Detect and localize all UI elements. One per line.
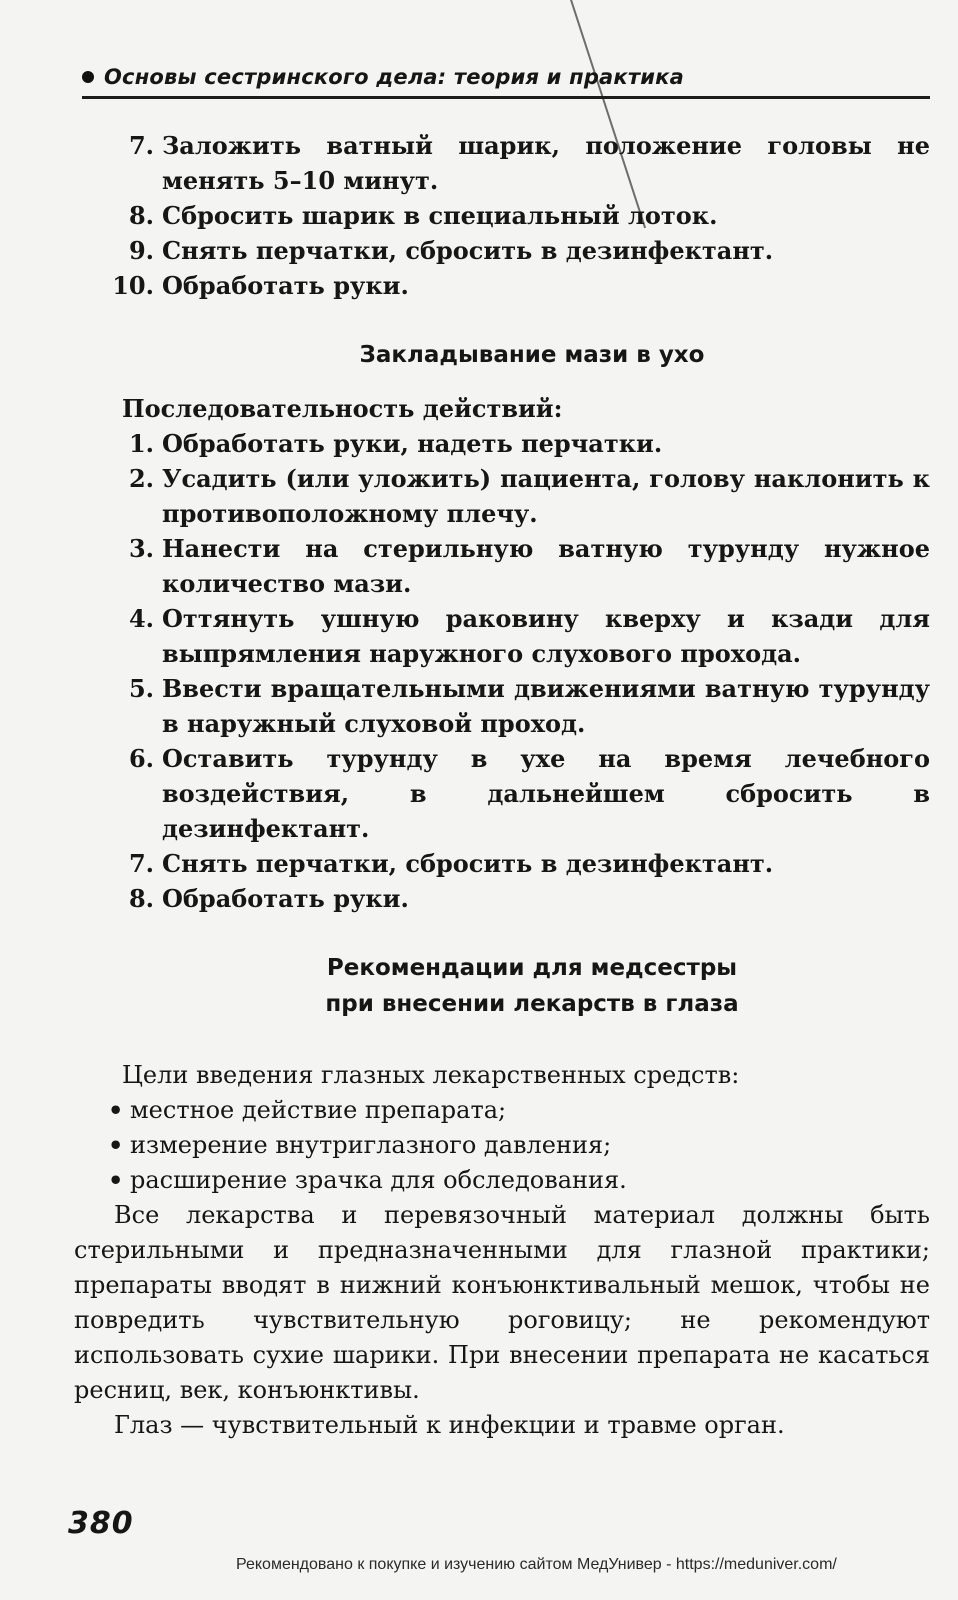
- goals-label: Цели введения глазных лекарственных средств:: [122, 1061, 740, 1089]
- sequence-label: Последовательность действий:: [122, 394, 563, 423]
- section-title-ear-ointment: Закладывание мази в ухо: [359, 342, 705, 368]
- list-item: 1. Обработать руки, надеть перчатки.: [128, 429, 663, 458]
- list-item: 8. Обработать руки.: [128, 884, 409, 913]
- header-bullet-icon: [82, 71, 94, 83]
- section-title-eye-drugs-line1: Рекомендации для медсестры: [326, 955, 738, 981]
- goals-list: [74, 1093, 930, 1198]
- section-title-eye-drugs-line2: при внесении лекарств в глаза: [325, 991, 739, 1017]
- page-content: [74, 128, 930, 1443]
- list-item: 8. Сбросить шарик в специальный лоток.: [128, 201, 718, 230]
- list-item: 7. Снять перчатки, сбросить в дезинфектант.: [128, 849, 774, 878]
- ear-ointment-steps: [74, 426, 930, 916]
- footer-note: Рекомендовано к покупке и изучению сайтом МедУнивер - https://meduniver.com/: [236, 1556, 837, 1573]
- list-item: 9. Снять перчатки, сбросить в дезинфектант.: [128, 236, 774, 265]
- list-item: 4. Оттянуть ушную раковину кверху и кзади для выпрямления наружного слухового прохода.: [128, 604, 930, 668]
- list-item: • местное действие препарата;: [74, 1093, 930, 1128]
- list-item: 10. Обработать руки.: [112, 271, 409, 300]
- running-header: [82, 62, 930, 99]
- list-item: 7. Заложить ватный шарик, положение головы не менять 5–10 минут.: [128, 131, 930, 195]
- body-paragraph: Глаз — чувствительный к инфекции и травме орган.: [114, 1411, 785, 1439]
- list-item: 2. Усадить (или уложить) пациента, голову наклонить к противоположному плечу.: [128, 464, 930, 528]
- list-item: 5. Ввести вращательными движениями ватную турунду в наружный слуховой проход.: [128, 674, 930, 738]
- running-title: Основы сестринского дела: теория и практика: [104, 65, 684, 89]
- list-item: • расширение зрачка для обследования.: [74, 1163, 930, 1198]
- continued-steps-list: [74, 128, 930, 303]
- body-paragraph: Все лекарства и перевязочный материал должны быть стерильными и предназначенными для глазной практики; препараты вводят в нижний конъюнктивальный мешок, чтобы не повредить чувствительную роговицу; не рекомендуют использовать сухие шарики. При внесении препарата не касаться ресниц, век, конъюнктивы.: [74, 1201, 930, 1404]
- list-item: • измерение внутриглазного давления;: [74, 1128, 930, 1163]
- page-number: 380: [68, 1506, 134, 1541]
- list-item: 6. Оставить турунду в ухе на время лечебного воздействия, в дальнейшем сбросить в дезинфектант.: [128, 744, 930, 843]
- list-item: 3. Нанести на стерильную ватную турунду нужное количество мази.: [128, 534, 930, 598]
